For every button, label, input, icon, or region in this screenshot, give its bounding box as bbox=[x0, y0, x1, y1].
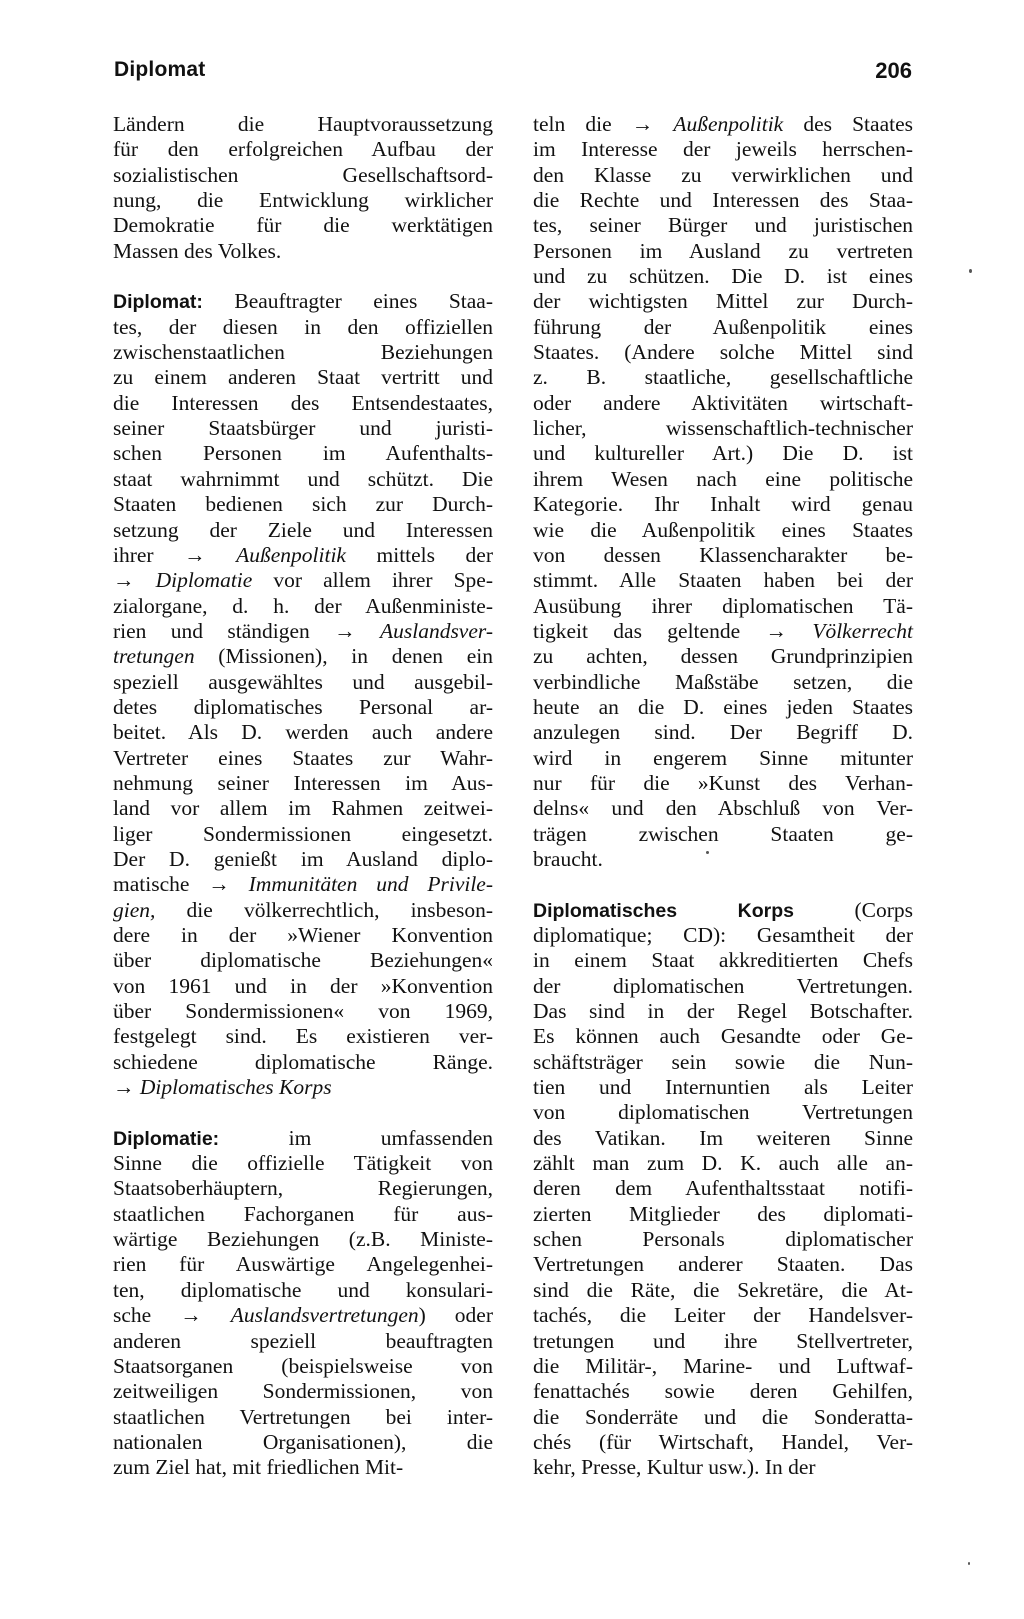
body-text: ihrer → bbox=[113, 542, 237, 567]
body-text: tretungen und ihre Stellvertreter, bbox=[533, 1328, 913, 1353]
text-line bbox=[533, 619, 913, 644]
text-line bbox=[533, 1430, 913, 1455]
body-text: des Staates bbox=[783, 112, 913, 136]
text-line bbox=[113, 1050, 493, 1075]
text-line bbox=[533, 1126, 913, 1151]
body-text: trägen zwischen Staaten ge- bbox=[533, 821, 913, 846]
body-text: staatlichen Vertretungen bei inter- bbox=[113, 1404, 493, 1429]
body-text: nehmung seiner Interessen im Aus- bbox=[113, 770, 493, 795]
body-text: wie die Außenpolitik eines Staates bbox=[533, 517, 913, 542]
text-line bbox=[113, 1126, 493, 1151]
body-text: deren dem Aufenthaltsstaat notifi- bbox=[533, 1176, 913, 1201]
body-text: Ausübung ihrer diplomatischen Tä- bbox=[533, 593, 913, 618]
text-line bbox=[113, 163, 493, 188]
cross-reference: Außenpolitik bbox=[236, 542, 346, 567]
body-text: schen Personen im Aufenthalts- bbox=[113, 441, 493, 466]
body-text: oder andere Aktivitäten wirtschaft- bbox=[533, 390, 913, 415]
body-text: vor allem ihrer Spe- bbox=[252, 568, 494, 593]
body-text: Staaten bedienen sich zur Durch- bbox=[113, 492, 493, 517]
text-line bbox=[533, 695, 913, 720]
text-line bbox=[113, 1329, 493, 1354]
text-line bbox=[113, 1252, 493, 1277]
body-text: ihrem Wesen nach eine politische bbox=[533, 466, 913, 491]
text-line bbox=[113, 720, 493, 745]
text-line bbox=[533, 365, 913, 390]
text-line bbox=[113, 1379, 493, 1404]
text-line bbox=[113, 289, 493, 314]
text-line bbox=[533, 670, 913, 695]
body-text: nur für die »Kunst des Verhan- bbox=[533, 770, 913, 795]
body-text: den Klasse zu verwirklichen und bbox=[533, 162, 913, 187]
text-line bbox=[533, 644, 913, 669]
text-line bbox=[113, 188, 493, 213]
text-line bbox=[113, 340, 493, 365]
body-text: Vertreter eines Staates zur Wahr- bbox=[113, 745, 493, 770]
body-text: staatlichen Fachorganen für aus- bbox=[113, 1201, 493, 1226]
text-line bbox=[113, 822, 493, 847]
text-line bbox=[113, 999, 493, 1024]
entry-headword: Diplomatie: bbox=[113, 1127, 220, 1150]
print-speck bbox=[968, 1562, 970, 1565]
body-text: diplomatique; CD): Gesamtheit der bbox=[533, 923, 913, 947]
text-line bbox=[113, 670, 493, 695]
text-line bbox=[533, 1227, 913, 1252]
text-line bbox=[113, 568, 493, 593]
body-text: festgelegt sind. Es existieren ver- bbox=[113, 1024, 493, 1049]
text-line bbox=[113, 1303, 493, 1328]
body-text: Beauftragter eines Staa- bbox=[202, 289, 493, 314]
body-text: Staatsorganen (beispielsweise von bbox=[113, 1353, 493, 1378]
text-line bbox=[533, 1278, 913, 1303]
body-text: chés (für Wirtschaft, Handel, Ver- bbox=[533, 1429, 913, 1454]
text-line bbox=[533, 796, 913, 821]
text-line bbox=[533, 1024, 913, 1049]
text-line bbox=[113, 1202, 493, 1227]
body-text: Das sind in der Regel Botschafter. bbox=[533, 999, 913, 1024]
text-line bbox=[113, 771, 493, 796]
body-text: die Militär-, Marine- und Luftwaf- bbox=[533, 1353, 913, 1378]
body-text: heute an die D. eines jeden Staates bbox=[533, 694, 913, 719]
body-text: ) oder bbox=[418, 1303, 493, 1328]
text-line bbox=[113, 872, 493, 897]
body-text: zählt man zum D. K. auch alle an- bbox=[533, 1151, 913, 1176]
text-column-left bbox=[113, 112, 493, 1481]
text-line bbox=[533, 1100, 913, 1125]
body-text: kehr, Presse, Kultur usw.). In der bbox=[533, 1455, 816, 1480]
body-text: licher, wissenschaftlich-technischer bbox=[533, 416, 913, 441]
body-text: zeitweiligen Sondermissionen, von bbox=[113, 1379, 493, 1404]
text-line bbox=[533, 1329, 913, 1354]
text-line bbox=[113, 847, 493, 872]
body-text: detes diplomatisches Personal ar- bbox=[113, 694, 493, 719]
body-text: die Sonderräte und die Sonderatta- bbox=[533, 1404, 913, 1429]
text-line bbox=[113, 594, 493, 619]
text-line bbox=[533, 391, 913, 416]
text-line bbox=[533, 213, 913, 238]
body-text: dere in der »Wiener Konvention bbox=[113, 923, 493, 947]
body-text: zu achten, dessen Grundprinzipien bbox=[533, 644, 913, 669]
text-line bbox=[113, 365, 493, 390]
body-text: des Vatikan. Im weiteren Sinne bbox=[533, 1125, 913, 1150]
text-line bbox=[533, 1354, 913, 1379]
body-text: beitet. Als D. werden auch andere bbox=[113, 720, 493, 745]
body-text: fenattachés sowie deren Gehilfen, bbox=[533, 1379, 913, 1404]
body-text: von 1961 und in der »Konvention bbox=[113, 973, 493, 998]
body-text: und zu schützen. Die D. ist eines bbox=[533, 264, 913, 289]
cross-reference: Auslandsvertretungen bbox=[230, 1303, 419, 1328]
text-line bbox=[533, 1405, 913, 1430]
body-text: setzung der Ziele und Interessen bbox=[113, 517, 493, 542]
text-line bbox=[533, 746, 913, 771]
page-number: 206 bbox=[875, 58, 912, 83]
text-line bbox=[533, 1176, 913, 1201]
text-line bbox=[113, 467, 493, 492]
body-text: anzulegen sind. Der Begriff D. bbox=[533, 720, 913, 745]
text-line bbox=[533, 137, 913, 162]
text-line bbox=[533, 543, 913, 568]
cross-reference: gien, bbox=[113, 897, 156, 922]
body-text: im umfassenden bbox=[219, 1125, 493, 1150]
body-text: über Sondermissionen« von 1969, bbox=[113, 999, 493, 1024]
body-text: Personen im Ausland zu vertreten bbox=[533, 238, 913, 263]
text-line bbox=[113, 1075, 493, 1100]
text-line bbox=[533, 518, 913, 543]
text-line bbox=[113, 1227, 493, 1252]
text-line bbox=[113, 112, 493, 137]
body-text: im Interesse der jeweils herrschen- bbox=[533, 137, 913, 162]
body-text: sche → bbox=[113, 1303, 231, 1328]
body-text: nung, die Entwicklung wirklicher bbox=[113, 188, 493, 213]
body-text: tigkeit das geltende → bbox=[533, 618, 813, 643]
entry-headword: Diplomatisches Korps bbox=[533, 899, 794, 922]
text-line bbox=[113, 619, 493, 644]
body-text: Sinne die offizielle Tätigkeit von bbox=[113, 1151, 493, 1176]
body-text: → bbox=[113, 568, 156, 593]
body-text: von diplomatischen Vertretungen bbox=[533, 1100, 913, 1125]
print-speck bbox=[706, 851, 709, 854]
text-line bbox=[113, 1176, 493, 1201]
body-text: nationalen Organisationen), die bbox=[113, 1429, 493, 1454]
text-line bbox=[533, 568, 913, 593]
text-line bbox=[113, 1354, 493, 1379]
body-text: tien und Internuntien als Leiter bbox=[533, 1075, 913, 1100]
text-line bbox=[113, 416, 493, 441]
body-text: ten, diplomatische und konsulari- bbox=[113, 1277, 493, 1302]
text-line bbox=[113, 315, 493, 340]
body-text: der wichtigsten Mittel zur Durch- bbox=[533, 289, 913, 314]
text-line bbox=[113, 1151, 493, 1176]
text-line bbox=[113, 695, 493, 720]
text-line bbox=[113, 923, 493, 948]
cross-reference: Auslandsver- bbox=[379, 618, 493, 643]
text-line bbox=[113, 441, 493, 466]
text-line bbox=[113, 796, 493, 821]
text-line bbox=[533, 999, 913, 1024]
body-text: Demokratie für die werktätigen bbox=[113, 213, 493, 238]
body-text: verbindliche Maßstäbe setzen, die bbox=[533, 669, 913, 694]
text-line bbox=[533, 289, 913, 314]
text-line bbox=[533, 1303, 913, 1328]
body-text: in einem Staat akkreditierten Chefs bbox=[533, 948, 913, 973]
cross-reference: Diplomatie bbox=[155, 568, 253, 593]
body-text: delns« und den Abschluß von Ver- bbox=[533, 796, 913, 821]
text-line bbox=[533, 847, 913, 872]
text-line bbox=[113, 391, 493, 416]
body-text: Ländern die Hauptvoraussetzung bbox=[113, 112, 493, 136]
body-text: tachés, die Leiter der Handelsver- bbox=[533, 1303, 913, 1328]
cross-reference: Außenpolitik bbox=[673, 112, 784, 136]
text-line bbox=[533, 720, 913, 745]
text-line bbox=[533, 898, 913, 923]
body-text: tes, der diesen in den offiziellen bbox=[113, 314, 493, 339]
cross-reference: Diplomatisches Korps bbox=[139, 1075, 332, 1100]
text-line bbox=[533, 239, 913, 264]
body-text: die Rechte und Interessen des Staa- bbox=[533, 188, 913, 213]
text-line bbox=[113, 644, 493, 669]
body-text: matische → bbox=[113, 872, 249, 897]
text-column-right bbox=[533, 112, 913, 1481]
body-text: zialorgane, d. h. der Außenministe- bbox=[113, 593, 493, 618]
body-text: zu einem anderen Staat vertritt und bbox=[113, 365, 493, 390]
body-text: für den erfolgreichen Aufbau der bbox=[113, 137, 493, 162]
text-line bbox=[113, 1278, 493, 1303]
text-line bbox=[113, 1455, 493, 1480]
text-line bbox=[533, 264, 913, 289]
body-text: z. B. staatliche, gesellschaftliche bbox=[533, 365, 913, 390]
text-line bbox=[113, 898, 493, 923]
paragraph-gap bbox=[533, 872, 913, 897]
print-speck bbox=[969, 269, 972, 273]
running-head-title: Diplomat bbox=[114, 58, 206, 81]
body-text: schiedene diplomatische Ränge. bbox=[113, 1049, 493, 1074]
body-text: liger Sondermissionen eingesetzt. bbox=[113, 821, 493, 846]
body-text: Kategorie. Ihr Inhalt wird genau bbox=[533, 492, 913, 517]
body-text: mittels der bbox=[345, 542, 493, 567]
body-text: Staatsoberhäuptern, Regierungen, bbox=[113, 1176, 493, 1201]
body-text: die Interessen des Entsendestaates, bbox=[113, 390, 493, 415]
cross-reference: Völkerrecht bbox=[812, 618, 913, 643]
body-text: schen Personals diplomatischer bbox=[533, 1227, 913, 1252]
text-line bbox=[533, 1202, 913, 1227]
text-line bbox=[533, 1050, 913, 1075]
text-line bbox=[533, 1075, 913, 1100]
text-line bbox=[533, 771, 913, 796]
text-line bbox=[533, 112, 913, 137]
body-text: (Missionen), in denen ein bbox=[194, 644, 493, 669]
body-text: wird in engerem Sinne mitunter bbox=[533, 745, 913, 770]
body-text: Vertretungen anderer Staaten. Das bbox=[533, 1252, 913, 1277]
body-text: sind die Räte, die Sekretäre, die At- bbox=[533, 1277, 913, 1302]
body-text: rien und ständigen → bbox=[113, 618, 380, 643]
body-text: teln die → bbox=[533, 112, 674, 136]
paragraph-gap bbox=[113, 1100, 493, 1125]
running-head bbox=[114, 58, 912, 90]
body-text: zierten Mitglieder des diplomati- bbox=[533, 1201, 913, 1226]
body-text: der diplomatischen Vertretungen. bbox=[533, 973, 913, 998]
text-line bbox=[113, 974, 493, 999]
paragraph-gap bbox=[113, 264, 493, 289]
body-text: anderen speziell beauftragten bbox=[113, 1328, 493, 1353]
text-line bbox=[533, 923, 913, 948]
text-line bbox=[113, 1024, 493, 1049]
text-line bbox=[533, 340, 913, 365]
body-text: über diplomatische Beziehungen« bbox=[113, 948, 493, 973]
text-line bbox=[113, 213, 493, 238]
cross-reference: Immunitäten und Privile- bbox=[248, 872, 494, 897]
text-line bbox=[113, 518, 493, 543]
text-line bbox=[533, 1379, 913, 1404]
body-text: (Corps bbox=[794, 897, 914, 922]
body-text: die völkerrechtlich, insbeson- bbox=[155, 897, 493, 922]
text-line bbox=[113, 746, 493, 771]
text-line bbox=[533, 416, 913, 441]
body-text: schäftsträger sein sowie die Nun- bbox=[533, 1049, 913, 1074]
text-line bbox=[533, 492, 913, 517]
text-line bbox=[113, 239, 493, 264]
body-text: stimmt. Alle Staaten haben bei der bbox=[533, 568, 913, 593]
text-line bbox=[113, 137, 493, 162]
body-text: führung der Außenpolitik eines bbox=[533, 314, 913, 339]
body-text: → bbox=[113, 1075, 140, 1100]
text-line bbox=[533, 467, 913, 492]
text-line bbox=[113, 1405, 493, 1430]
text-line bbox=[533, 948, 913, 973]
body-text: zwischenstaatlichen Beziehungen bbox=[113, 340, 493, 365]
body-text: staat wahrnimmt und schützt. Die bbox=[113, 466, 493, 491]
text-line bbox=[533, 163, 913, 188]
body-text: land vor allem im Rahmen zeitwei- bbox=[113, 796, 493, 821]
text-line bbox=[533, 315, 913, 340]
entry-headword: Diplomat: bbox=[113, 291, 203, 314]
text-line bbox=[113, 492, 493, 517]
text-line bbox=[113, 948, 493, 973]
body-text: rien für Auswärtige Angelegenhei- bbox=[113, 1252, 493, 1277]
body-text: von dessen Klassencharakter be- bbox=[533, 542, 913, 567]
body-text: Staates. (Andere solche Mittel sind bbox=[533, 340, 913, 365]
body-text: Der D. genießt im Ausland diplo- bbox=[113, 846, 493, 871]
body-text: tes, seiner Bürger und juristischen bbox=[533, 213, 913, 238]
body-text: braucht. bbox=[533, 846, 603, 871]
body-text: Es können auch Gesandte oder Ge- bbox=[533, 1024, 913, 1049]
body-text: und kultureller Art.) Die D. ist bbox=[533, 441, 913, 466]
text-line bbox=[533, 1252, 913, 1277]
text-line bbox=[533, 441, 913, 466]
text-line bbox=[533, 974, 913, 999]
body-text: seiner Staatsbürger und juristi- bbox=[113, 416, 493, 441]
text-line bbox=[533, 594, 913, 619]
text-line bbox=[533, 1455, 913, 1480]
body-text: speziell ausgewähltes und ausgebil- bbox=[113, 669, 493, 694]
text-line bbox=[533, 822, 913, 847]
text-line bbox=[533, 1151, 913, 1176]
text-line bbox=[533, 188, 913, 213]
body-text: sozialistischen Gesellschaftsord- bbox=[113, 162, 493, 187]
text-line bbox=[113, 1430, 493, 1455]
text-line bbox=[113, 543, 493, 568]
cross-reference: tretungen bbox=[113, 644, 195, 669]
body-text: zum Ziel hat, mit friedlichen Mit- bbox=[113, 1455, 404, 1480]
body-text: wärtige Beziehungen (z.B. Ministe- bbox=[113, 1227, 493, 1252]
body-text: Massen des Volkes. bbox=[113, 238, 282, 263]
